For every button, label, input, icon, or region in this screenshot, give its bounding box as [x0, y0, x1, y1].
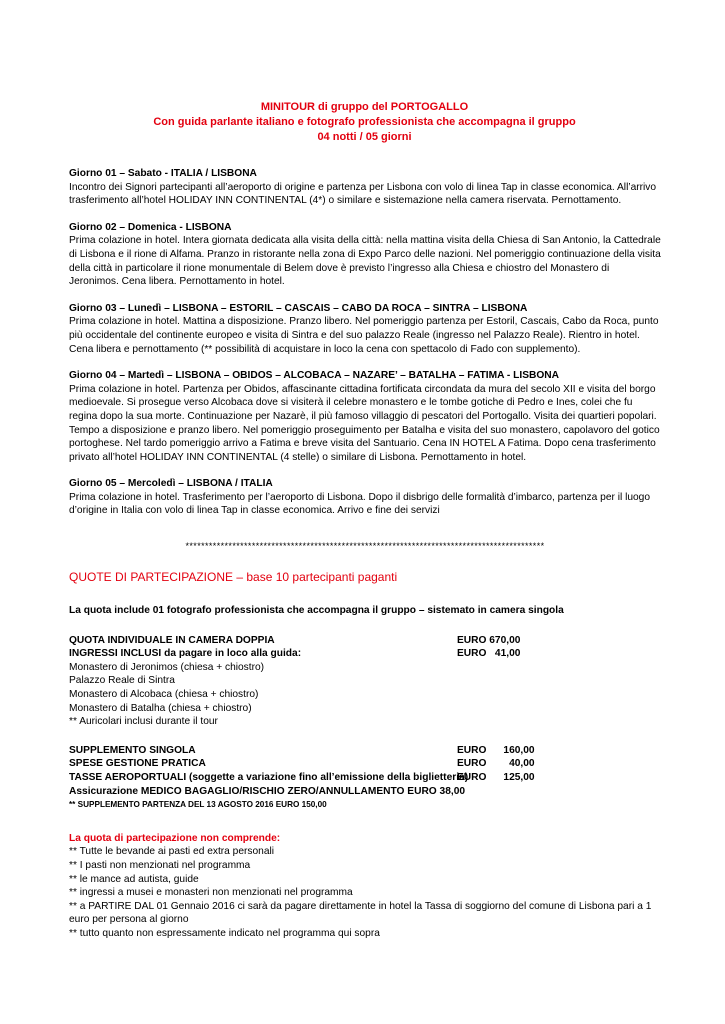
tour-duration: 04 notti / 05 giorni [317, 131, 412, 143]
price-row-spese [69, 757, 661, 771]
excludes-list [69, 845, 661, 940]
price-label: SPESE GESTIONE PRATICA [69, 758, 206, 770]
price-amount: EURO 125,00 [457, 772, 535, 783]
day-title: Giorno 05 – Mercoledì – LISBONA / ITALIA [69, 478, 273, 490]
day-title: Giorno 01 – Sabato - ITALIA / LISBONA [69, 168, 257, 179]
quote-section-title: QUOTE DI PARTECIPAZIONE – base 10 partecipanti paganti [69, 570, 398, 585]
list-item: ** Auricolari inclusi durante il tour [69, 716, 218, 728]
document-page [69, 100, 661, 941]
price-label: INGRESSI INCLUSI da pagare in loco alla guida: [69, 648, 302, 660]
list-item: Monastero di Jeronimos (chiesa + chiostro) [69, 661, 265, 673]
day-title: Giorno 03 – Lunedì – LISBONA – ESTORIL – CASCAIS – CABO DA ROCA – SINTRA – LISBONA [69, 302, 528, 314]
day-title: Giorno 02 – Domenica - LISBONA [69, 221, 232, 233]
price-label: TASSE AEROPORTUALI (soggette a variazione fino all’emissione della biglietteria) [69, 772, 469, 783]
day-title: Giorno 04 – Martedì – LISBONA – OBIDOS – ALCOBACA – NAZARE’ – BATALHA – FATIMA - LISBONA [69, 370, 559, 382]
day-description: Prima colazione in hotel. Trasferimento per l’aeroporto di Lisbona. Dopo il disbrigo delle formalità d’imbarco, partenza per il luogo d’origine in Italia con volo di linea Tap in classe economica. Arrivo e fine dei servizi [69, 491, 650, 517]
day-description: Incontro dei Signori partecipanti all’aeroporto di origine e partenza per Lisbona con volo di linea Tap in classe economica. All’arrivo trasferimento all’hotel HOLIDAY INN CONTINENTAL (4*) o similare e sistemazione nella camera riservata. Pernottamento. [69, 181, 657, 207]
day-description: Prima colazione in hotel. Mattina a disposizione. Pranzo libero. Nel pomeriggio partenza per Estoril, Cascais, Cabo da Roca, punto più occidentale del continente europeo e visita di Sintra e del suo palazzo Reale (ingresso nel Palazzo Reale). Rientro in hotel. Cena libera e pernottamento (** possibilità di acquistare in loco la cena con spettacolo di Fado con supplemento). [69, 316, 659, 355]
list-item: Monastero di Batalha (chiesa + chiostro) [69, 702, 252, 714]
day-description: Prima colazione in hotel. Intera giornata dedicata alla visita della città: nella mattina visita della Chiesa di San Antonio, la Cattedrale di Lisbona e il rione di Alfama. Pranzo in ristorante nella zona di Expo Parco delle nazioni. Nel pomeriggio continuazione della visita della città in particolare il rione monumentale di Belem dove è previsto l’ingresso alla Chiesa e chiostro del Monastero di Jeronimos. Cena libera. Pernottamento in hotel. [69, 235, 661, 288]
price-amount: EURO 41,00 [457, 648, 521, 660]
quote-includes: La quota include 01 fotografo professionista che accompagna il gruppo – sistemato in camera singola [69, 605, 564, 617]
price-label: QUOTA INDIVIDUALE IN CAMERA DOPPIA [69, 634, 275, 646]
departure-supplement: ** SUPPLEMENTO PARTENZA DEL 13 AGOSTO 2016 EURO 150,00 [69, 800, 327, 810]
document-header [68, 100, 661, 145]
price-label: SUPPLEMENTO SINGOLA [69, 744, 196, 756]
day-1 [69, 167, 661, 208]
day-2 [69, 221, 661, 289]
list-item: ** Tutte le bevande ai pasti ed extra personali [69, 846, 275, 858]
list-item: Monastero di Alcobaca (chiesa + chiostro) [69, 689, 259, 701]
list-item: ** ingressi a musei e monasteri non menzionati nel programma [69, 887, 353, 899]
insurance-line: Assicurazione MEDICO BAGAGLIO/RISCHIO ZERO/ANNULLAMENTO EURO 38,00 [69, 785, 466, 797]
price-amount: EURO 670,00 [457, 634, 521, 646]
supplements-block [69, 744, 661, 812]
tour-title: MINITOUR di gruppo del PORTOGALLO [260, 101, 469, 113]
list-item: ** a PARTIRE DAL 01 Gennaio 2016 ci sarà da pagare direttamente in hotel la Tassa di soggiorno del comune di Lisbona pari a 1 euro per persona al giorno [69, 900, 652, 926]
price-amount: EURO 40,00 [457, 758, 535, 770]
day-5 [69, 477, 661, 518]
price-row-doppia [69, 634, 661, 648]
tour-subtitle: Con guida parlante italiano e fotografo professionista che accompagna il gruppo [153, 116, 576, 128]
ingressi-list [69, 661, 661, 729]
list-item: ** tutto quanto non espressamente indicato nel programma qui sopra [69, 927, 380, 939]
day-3 [69, 302, 661, 356]
price-row-tasse [69, 771, 661, 785]
day-description: Prima colazione in hotel. Partenza per Obidos, affascinante cittadina fortificata circondata da mura del secolo XII e visita del borgo medioevale. Si prosegue verso Alcobaca dove si visiterà il celebre monastero e le tombe gotiche di Pedro e Ines, colei che fu regina dopo la sua morte. Continuazione per Nazarè, il più famoso villaggio di pescatori del Portogallo. Visita dei quartieri popolari. Tempo a disposizione e pranzo libero. Nel pomeriggio proseguimento per Batalha e visita del suo monastero, capolavoro del gotico portoghese. Nel tardo pomeriggio arrivo a Fatima e breve visita del Santuario. Cena IN HOTEL A Fatima. Dopo cena trasferimento privato all’hotel HOLIDAY INN CONTINENTAL (4 stelle) o similare di Lisbona. Pernottamento in hotel. [69, 383, 660, 463]
list-item: ** le mance ad autista, guide [69, 873, 199, 885]
price-row-supplemento [69, 744, 661, 758]
price-amount: EURO 160,00 [457, 744, 535, 756]
price-block [69, 634, 661, 729]
day-4 [69, 369, 661, 464]
separator: ******************************************************************************************** [185, 541, 545, 552]
excludes-title: La quota di partecipazione non comprende: [69, 832, 281, 844]
price-row-ingressi [69, 647, 661, 661]
list-item: Palazzo Reale di Sintra [69, 675, 175, 687]
list-item: ** I pasti non menzionati nel programma [69, 859, 251, 871]
